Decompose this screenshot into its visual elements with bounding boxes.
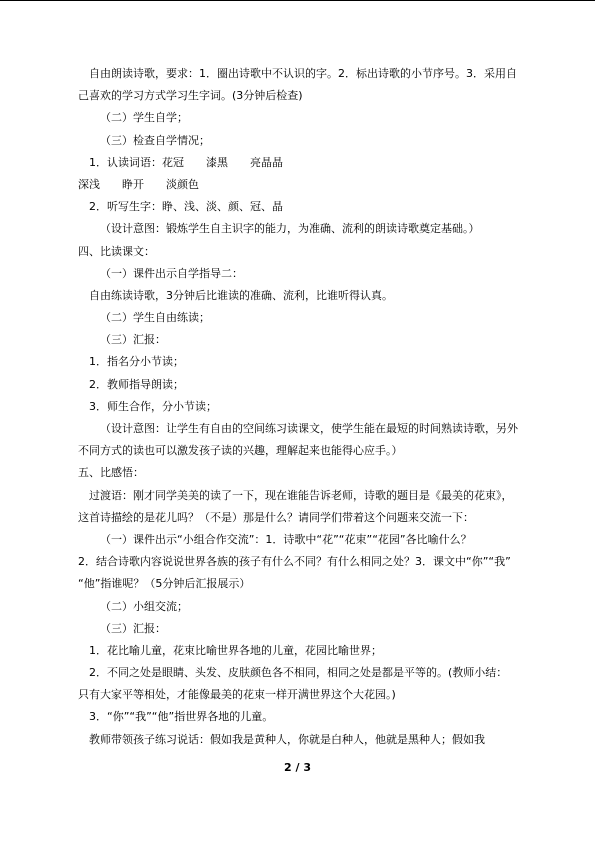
page-number: 2 / 3 [284,761,311,774]
text-line: 2．听写生字：睁、浅、淡、颜、冠、晶 [89,200,283,214]
text-line: 2．结合诗歌内容说说世界各族的孩子有什么不同？有什么相同之处？3．课文中“你”“我” [78,555,511,569]
text-line: （二）小组交流； [100,599,188,613]
text-line: 己喜欢的学习方式学习生字词。(3分钟后检查) [78,89,303,103]
text-line: 2．不同之处是眼睛、头发、皮肤颜色各不相同，相同之处是都是平等的。(教师小结： [89,666,508,680]
text-line: （二）学生自学； [100,111,188,125]
text-line: “他”指谁呢？（5分钟后汇报展示） [78,577,251,591]
text-line: 教师带领孩子练习说话：假如我是黄种人，你就是白种人，他就是黑种人；假如我 [89,732,485,746]
text-line: 自由练读诗歌，3分钟后比谁读的准确、流利，比谁听得认真。 [89,288,393,302]
text-line: 1．花比喻儿童，花束比喻世界各地的儿童，花园比喻世界； [89,643,382,657]
text-line: （三）汇报： [100,621,166,635]
text-line: 1．认读词语：花冠 漆黑 亮晶晶 [89,155,283,169]
text-line: 这首诗描绘的是花儿吗？（不是）那是什么？请同学们带着这个问题来交流一下： [78,510,474,524]
text-line: 不同方式的读也可以激发孩子读的兴趣，理解起来也能得心应手。） [78,444,403,458]
text-line: （一）课件出示“小组合作交流”：1．诗歌中“花”“花束”“花园”各比喻什么？ [100,532,472,546]
text-line: （三）汇报： [100,333,166,347]
top-border [0,0,595,1]
text-line: 3．“你”“我”“他”指世界各地的儿童。 [89,710,274,724]
text-line: 自由朗读诗歌，要求：1．圈出诗歌中不认识的字。2．标出诗歌的小节序号。3．采用自 [89,67,517,80]
text-line: 深浅 睁开 淡颜色 [78,177,199,191]
text-line: 2．教师指导朗读； [89,377,184,391]
text-line: 四、比读课文： [78,244,155,258]
text-line: 3．师生合作，分小节读； [89,399,217,413]
text-line: （二）学生自由练读； [100,311,210,325]
text-line: （设计意图：让学生有自由的空间练习读课文，使学生能在最短的时间熟读诗歌，另外 [100,422,518,435]
text-line: 五、比感悟： [78,466,144,480]
text-line: （一）课件出示自学指导二： [100,266,243,280]
text-line: （设计意图：锻炼学生自主识字的能力，为准确、流利的朗读诗歌奠定基础。） [100,222,480,236]
text-line: 只有大家平等相处，才能像最美的花束一样开满世界这个大花园。) [78,688,396,702]
text-line: （三）检查自学情况； [100,133,210,147]
document-body [78,67,538,755]
text-line: 过渡语：刚才同学美美的读了一下，现在谁能告诉老师，诗歌的题目是《最美的花束》， [89,488,513,502]
text-line: 1．指名分小节读； [89,355,184,369]
